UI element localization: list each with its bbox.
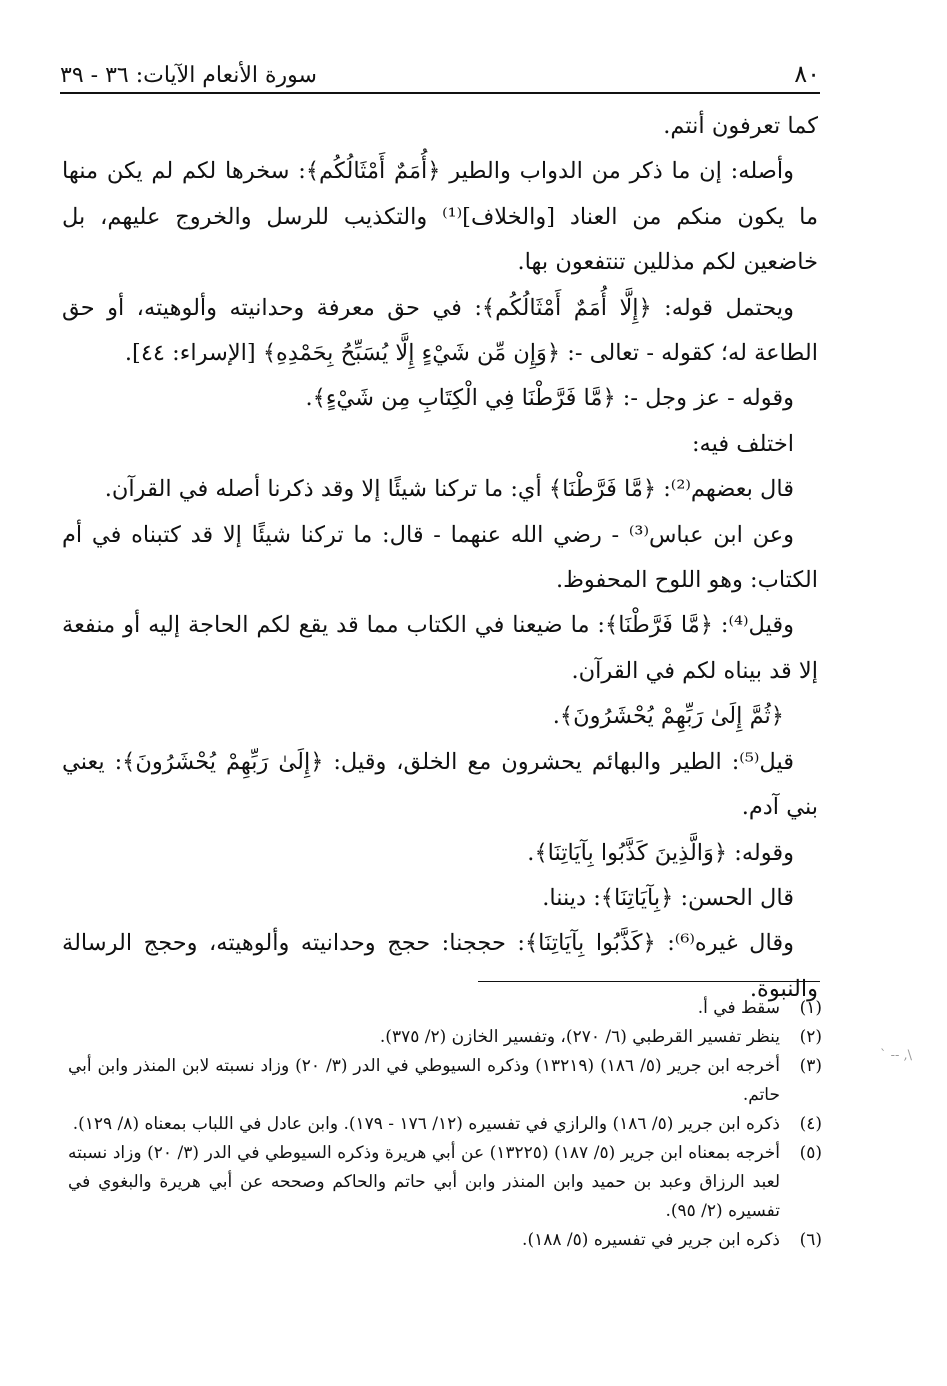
paragraph: ويحتمل قوله: ﴿إِلَّا أُمَمٌ أَمْثَالُكُم﴾: في حق معرفة وحدانيته وألوهيته، أو حق الطاعة له؛ كقوله - تعالى -: ﴿وَإِن مِّن شَيْءٍ إِلَّا يُسَبِّحُ بِحَمْدِهِ﴾ [الإسراء: ٤٤].	[62, 294, 818, 367]
footnote-text: أخرجه ابن جرير (٥/ ١٨٦) (١٣٢١٩) وذكره السيوطي في الدر (٣/ ٢٠) وزاد نسبته لابن المنذر وابن أبي حاتم.	[68, 1056, 780, 1105]
paragraph: وقوله - عز وجل -: ﴿مَّا فَرَّطْنَا فِي الْكِتَابِ مِن شَيْءٍ﴾.	[305, 385, 794, 412]
paragraph: قيل⁽⁵⁾: الطير والبهائم يحشرون مع الخلق، وقيل: ﴿إِلَىٰ رَبِّهِمْ يُحْشَرُونَ﴾: يعني بني آدم.	[62, 748, 818, 821]
footnote	[68, 1023, 822, 1052]
footnote	[68, 1226, 822, 1255]
footnote-text: ينظر تفسير القرطبي (٦/ ٢٧٠)، وتفسير الخازن (٢/ ٣٧٥).	[379, 1027, 780, 1047]
footnote-number: (٦)	[799, 1230, 822, 1250]
footnote-number: (٥)	[799, 1143, 822, 1163]
footnote	[68, 1110, 822, 1139]
page-header	[60, 52, 820, 94]
footnote-separator	[478, 981, 820, 982]
footnote-text: سقط في أ.	[697, 998, 780, 1018]
footnote-text: ذكره ابن جرير في تفسيره (٥/ ١٨٨).	[522, 1230, 780, 1250]
page-number: ٨٠	[794, 60, 820, 88]
footnote-number: (٣)	[799, 1056, 822, 1076]
surah-title: سورة الأنعام الآيات: ٣٦ - ٣٩	[60, 63, 317, 88]
footnote-text: أخرجه بمعناه ابن جرير (٥/ ١٨٧) (١٣٢٢٥) عن أبي هريرة وذكره السيوطي في الدر (٣/ ٢٠) وزاد نسبته لعبد الرزاق وعبد بن حميد وابن المنذر وابن أبي حاتم والحاكم وصححه عن أبي هريرة والبغوي في تفسيره (٢/ ٩٥).	[68, 1143, 780, 1221]
footnote	[68, 1052, 822, 1110]
footnote-text: ذكره ابن جرير (٥/ ١٨٦) والرازي في تفسيره (١٢/ ١٧٦ - ١٧٩). وابن عادل في اللباب بمعناه (٨/ ١٢٩).	[72, 1114, 780, 1134]
footnote-number: (٢)	[799, 1027, 822, 1047]
footnote-number: (١)	[799, 998, 822, 1018]
margin-marks: ` -- ,\	[880, 1048, 913, 1063]
footnote-number: (٤)	[799, 1114, 822, 1134]
paragraph: وقال غيره⁽⁶⁾: ﴿كَذَّبُوا بِآيَاتِنَا﴾: حججنا: حجج وحدانيته وألوهيته، وحجج الرسالة والنبوة.	[62, 930, 818, 1002]
paragraph: قال بعضهم⁽²⁾: ﴿مَّا فَرَّطْنَا﴾ أي: ما تركنا شيئًا إلا وقد ذكرنا أصله في القرآن.	[104, 476, 794, 503]
footnote	[68, 994, 822, 1023]
paragraph: وقوله: ﴿وَالَّذِينَ كَذَّبُوا بِآيَاتِنَا﴾.	[527, 839, 794, 866]
footnotes	[68, 994, 822, 1255]
main-text	[62, 104, 818, 1012]
paragraph: اختلف فيه:	[691, 430, 794, 457]
paragraph: وأصله: إن ما ذكر من الدواب والطير ﴿أُمَمٌ أَمْثَالُكُم﴾: سخرها لكم لم يكن منها ما يكون منكم من العناد [والخلاف]⁽¹⁾ والتكذيب للرسل والخروج عليهم، بل خاضعين لكم مذللين تنتفعون بها.	[62, 158, 818, 276]
paragraph: وقيل⁽⁴⁾: ﴿مَّا فَرَّطْنَا﴾: ما ضيعنا في الكتاب مما قد يقع لكم الحاجة إليه أو منفعة إلا قد بيناه لكم في القرآن.	[62, 612, 818, 684]
paragraph: وعن ابن عباس⁽³⁾ - رضي الله عنهما - قال: ما تركنا شيئًا إلا قد كتبناه في أم الكتاب: وهو اللوح المحفوظ.	[62, 521, 818, 594]
paragraph: قال الحسن: ﴿بِآيَاتِنَا﴾: ديننا.	[542, 884, 794, 911]
footnote	[68, 1139, 822, 1226]
quran-verse-line: ﴿ثُمَّ إِلَىٰ رَبِّهِمْ يُحْشَرُونَ﴾.	[552, 703, 784, 730]
paragraph: كما تعرفون أنتم.	[663, 113, 818, 139]
